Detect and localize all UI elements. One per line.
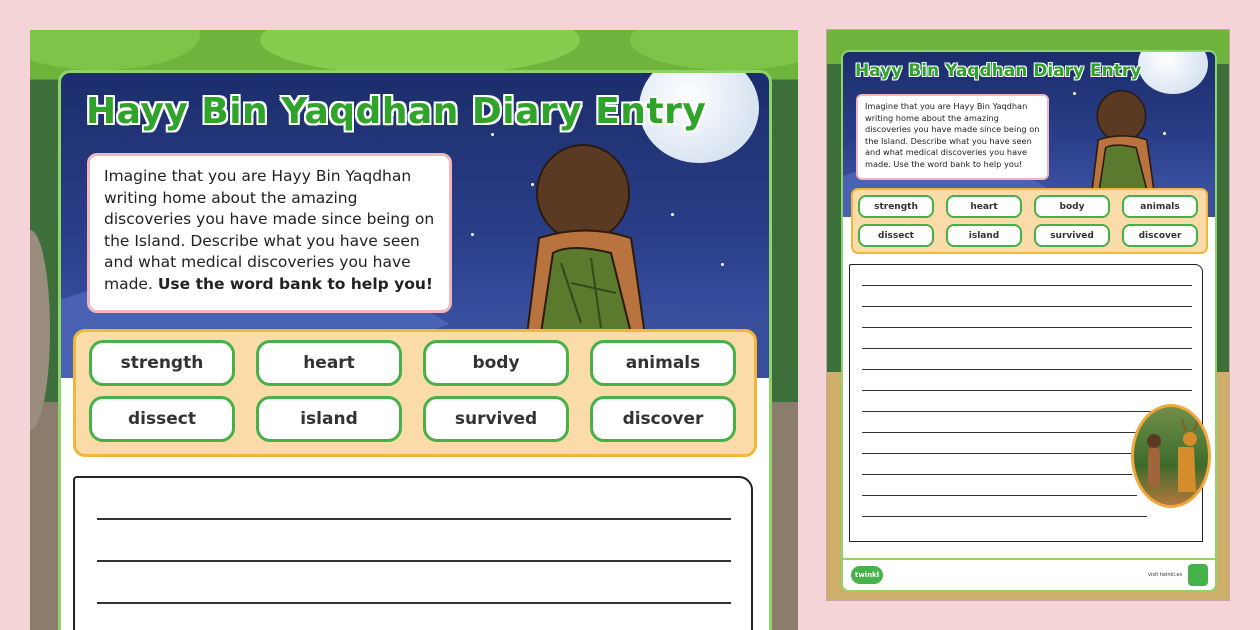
foliage-decoration bbox=[630, 30, 798, 70]
instructions-emphasis: Use the word bank to help you! bbox=[157, 274, 433, 293]
twinkl-logo: twinkl bbox=[851, 566, 883, 584]
page-title: Hayy Bin Yaqdhan Diary Entry bbox=[855, 61, 1142, 81]
writing-line bbox=[862, 453, 1132, 454]
star bbox=[471, 233, 474, 236]
word-card: dissect bbox=[89, 396, 235, 442]
worksheet-preview-large bbox=[30, 30, 798, 630]
writing-line bbox=[862, 348, 1192, 349]
word-card: animals bbox=[1122, 195, 1198, 218]
word-card: body bbox=[1034, 195, 1110, 218]
foliage-decoration bbox=[260, 30, 580, 75]
word-card: island bbox=[256, 396, 402, 442]
worksheet-card bbox=[58, 70, 772, 630]
writing-line bbox=[862, 432, 1142, 433]
writing-line bbox=[862, 390, 1192, 391]
word-card: body bbox=[423, 340, 569, 386]
word-card: dissect bbox=[858, 224, 934, 247]
rock-decoration bbox=[30, 230, 50, 430]
site-url: visit twinkl.es bbox=[1148, 572, 1183, 578]
writing-line bbox=[862, 327, 1192, 328]
word-card: discover bbox=[1122, 224, 1198, 247]
instructions-text: Imagine that you are Hayy Bin Yaqdhan writing home about the amazing discoveries you have made since being on the Island. Describe what you have seen and what medical discoveries you have made. bbox=[104, 167, 435, 293]
writing-line bbox=[862, 495, 1137, 496]
word-bank bbox=[73, 329, 757, 457]
writing-line bbox=[862, 474, 1132, 475]
writing-line bbox=[862, 516, 1147, 517]
word-card: strength bbox=[858, 195, 934, 218]
foliage-decoration bbox=[30, 30, 200, 70]
writing-line bbox=[97, 602, 731, 604]
star bbox=[491, 133, 494, 136]
instructions-box: Imagine that you are Hayy Bin Yaqdhan writing home about the amazing discoveries you have made since being on the Island. Describe what you have seen and what medical discoveries you have made. Use the word bank to help you! bbox=[856, 94, 1049, 180]
star bbox=[721, 263, 724, 266]
word-card: heart bbox=[946, 195, 1022, 218]
word-card: animals bbox=[590, 340, 736, 386]
writing-line bbox=[862, 306, 1192, 307]
quality-badge-icon bbox=[1188, 564, 1208, 586]
worksheet-preview-small bbox=[827, 30, 1229, 600]
writing-line bbox=[862, 411, 1162, 412]
word-card: strength bbox=[89, 340, 235, 386]
writing-line bbox=[862, 369, 1192, 370]
page-title: Hayy Bin Yaqdhan Diary Entry bbox=[86, 91, 707, 132]
writing-line bbox=[97, 518, 731, 520]
word-card: survived bbox=[423, 396, 569, 442]
word-card: discover bbox=[590, 396, 736, 442]
word-card: survived bbox=[1034, 224, 1110, 247]
word-bank bbox=[851, 188, 1208, 254]
word-card: heart bbox=[256, 340, 402, 386]
writing-line bbox=[97, 560, 731, 562]
writing-line bbox=[862, 285, 1192, 286]
hayy-and-deer-illustration bbox=[1131, 404, 1211, 508]
instructions-box bbox=[87, 153, 452, 313]
worksheet-card bbox=[841, 50, 1217, 592]
footer bbox=[843, 558, 1217, 592]
writing-area[interactable] bbox=[73, 476, 753, 630]
word-card: island bbox=[946, 224, 1022, 247]
